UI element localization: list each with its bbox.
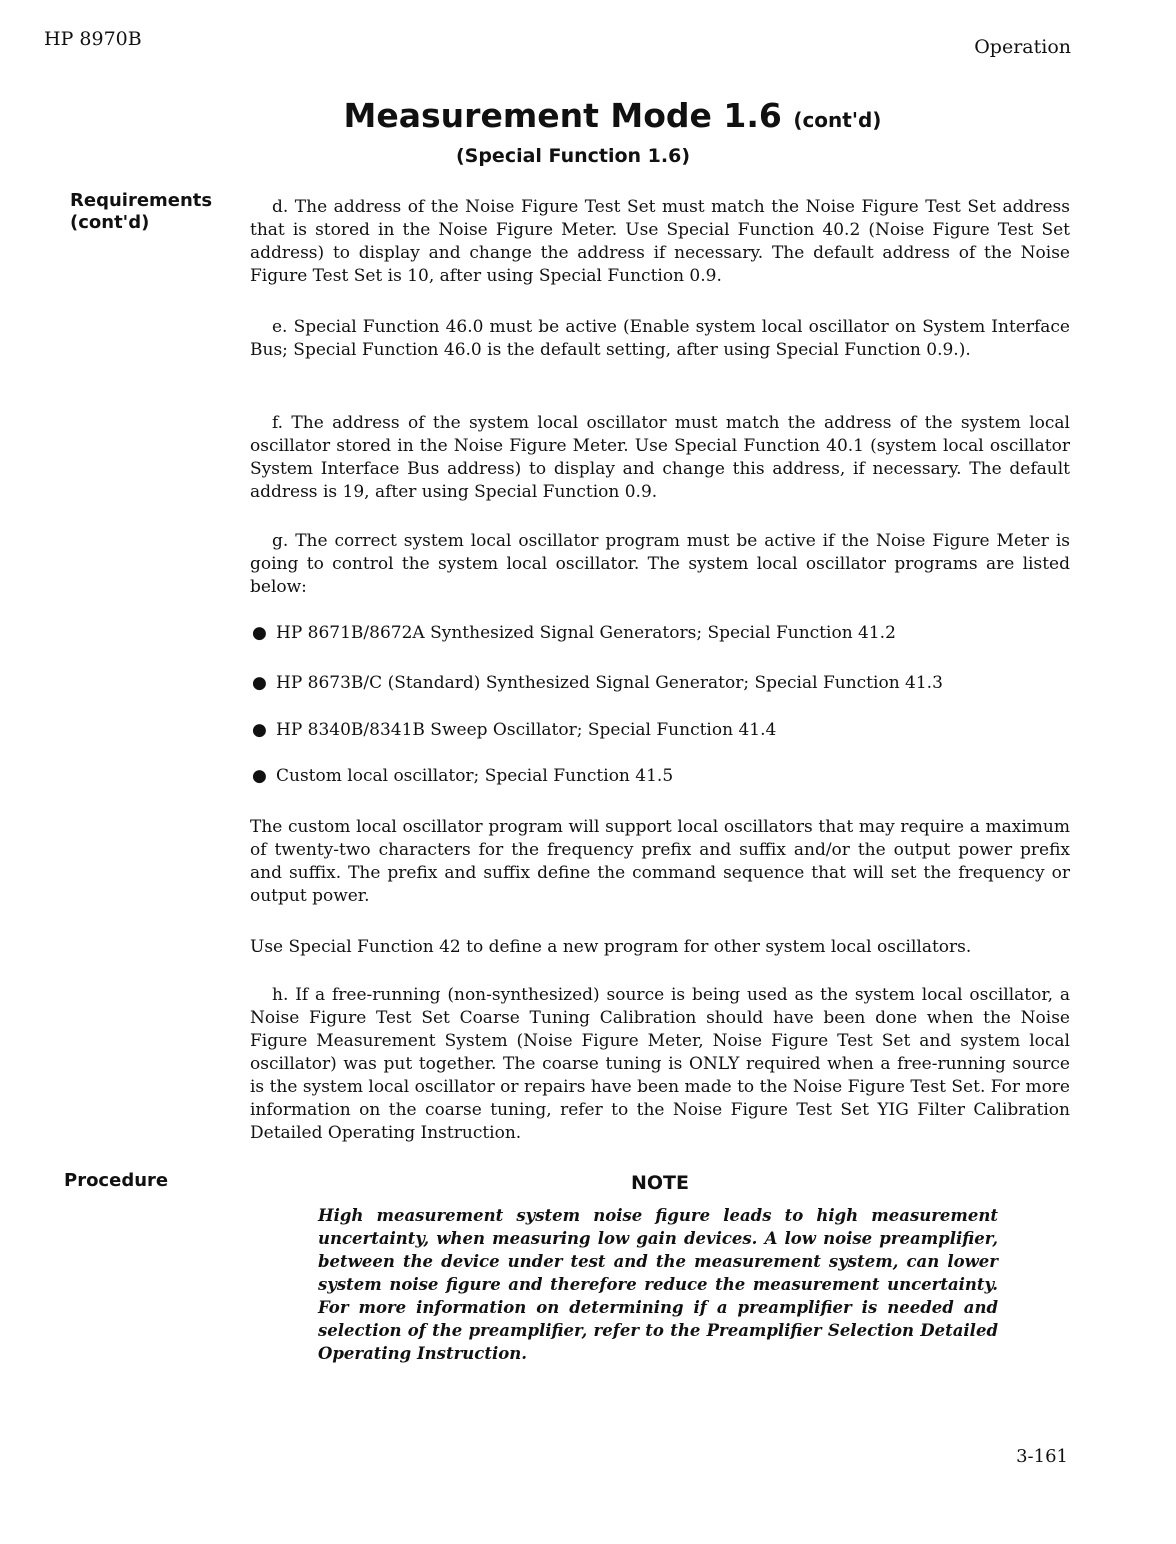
requirements-label: Requirements: [70, 190, 213, 211]
paragraph-d: d. The address of the Noise Figure Test Set must match the Noise Figure Test Set address that is stored in the Noise Figure Meter. Use Special Function 40.2 (Noise Figure Test Set address) to display and change the address if necessary. The default address of the Noise Figure Test Set is 10, after using Special Function 0.9.: [250, 197, 1070, 286]
requirements-contd-label: (cont'd): [70, 212, 150, 233]
bullet-icon: ●: [252, 673, 267, 693]
sidebar-procedure-heading: Procedure: [64, 1170, 169, 1191]
bullet-icon: ●: [252, 766, 267, 786]
sidebar-requirements-heading: [70, 190, 212, 234]
paragraph-f: f. The address of the system local oscillator must match the address of the system local oscillator stored in the Noise Figure Meter. Use Special Function 40.1 (system local oscillator System Interface Bus address) to display and change this address, if necessary. The default address is 19, after using Special Function 0.9.: [250, 413, 1070, 502]
page-subtitle: (Special Function 1.6): [455, 145, 691, 167]
header-model: HP 8970B: [44, 28, 142, 50]
list-item-text: HP 8673B/C (Standard) Synthesized Signal Generator; Special Function 41.3: [276, 673, 943, 693]
paragraph-sf42: Use Special Function 42 to define a new program for other system local oscillators.: [250, 937, 972, 957]
list-item-text: HP 8340B/8341B Sweep Oscillator; Special Function 41.4: [276, 720, 777, 740]
page-title-contd: (cont'd): [793, 108, 882, 132]
note-body: High measurement system noise figure leads to high measurement uncertainty, when measuring low gain devices. A low noise preamplifier, between the device under test and the measurement system, can lower system noise figure and therefore reduce the measurement uncertainty. For more information on determining if a preamplifier is needed and selection of the preamplifier, refer to the Preamplifier Selection Detailed Operating Instruction.: [318, 1206, 998, 1363]
page-number: 3-161: [1016, 1446, 1068, 1467]
note-heading: NOTE: [631, 1172, 689, 1194]
list-item-text: HP 8671B/8672A Synthesized Signal Generators; Special Function 41.2: [276, 623, 896, 643]
bullet-icon: ●: [252, 720, 267, 740]
page-title-main: Measurement Mode 1.6: [343, 96, 782, 135]
list-item-text: Custom local oscillator; Special Function 41.5: [276, 766, 674, 786]
paragraph-e: e. Special Function 46.0 must be active (Enable system local oscillator on System Interface Bus; Special Function 46.0 is the default setting, after using Special Function 0.9.).: [250, 317, 1070, 360]
paragraph-g: g. The correct system local oscillator program must be active if the Noise Figure Meter is going to control the system local oscillator. The system local oscillator programs are listed below:: [250, 531, 1070, 597]
bullet-icon: ●: [252, 623, 267, 643]
paragraph-h: h. If a free-running (non-synthesized) source is being used as the system local oscillator, a Noise Figure Test Set Coarse Tuning Calibration should have been done when the Noise Figure Measurement System (Noise Figure Meter, Noise Figure Test Set and system local oscillator) was put together. The coarse tuning is ONLY required when a free-running source is the system local oscillator or repairs have been made to the Noise Figure Test Set. For more information on the coarse tuning, refer to the Noise Figure Test Set YIG Filter Calibration Detailed Operating Instruction.: [250, 985, 1070, 1143]
paragraph-custom-lo: The custom local oscillator program will support local oscillators that may require a maximum of twenty-two characters for the frequency prefix and suffix and/or the output power prefix and suffix. The prefix and suffix define the command sequence that will set the frequency or output power.: [250, 817, 1070, 906]
header-section: Operation: [974, 36, 1071, 58]
page-title: [0, 96, 1176, 135]
